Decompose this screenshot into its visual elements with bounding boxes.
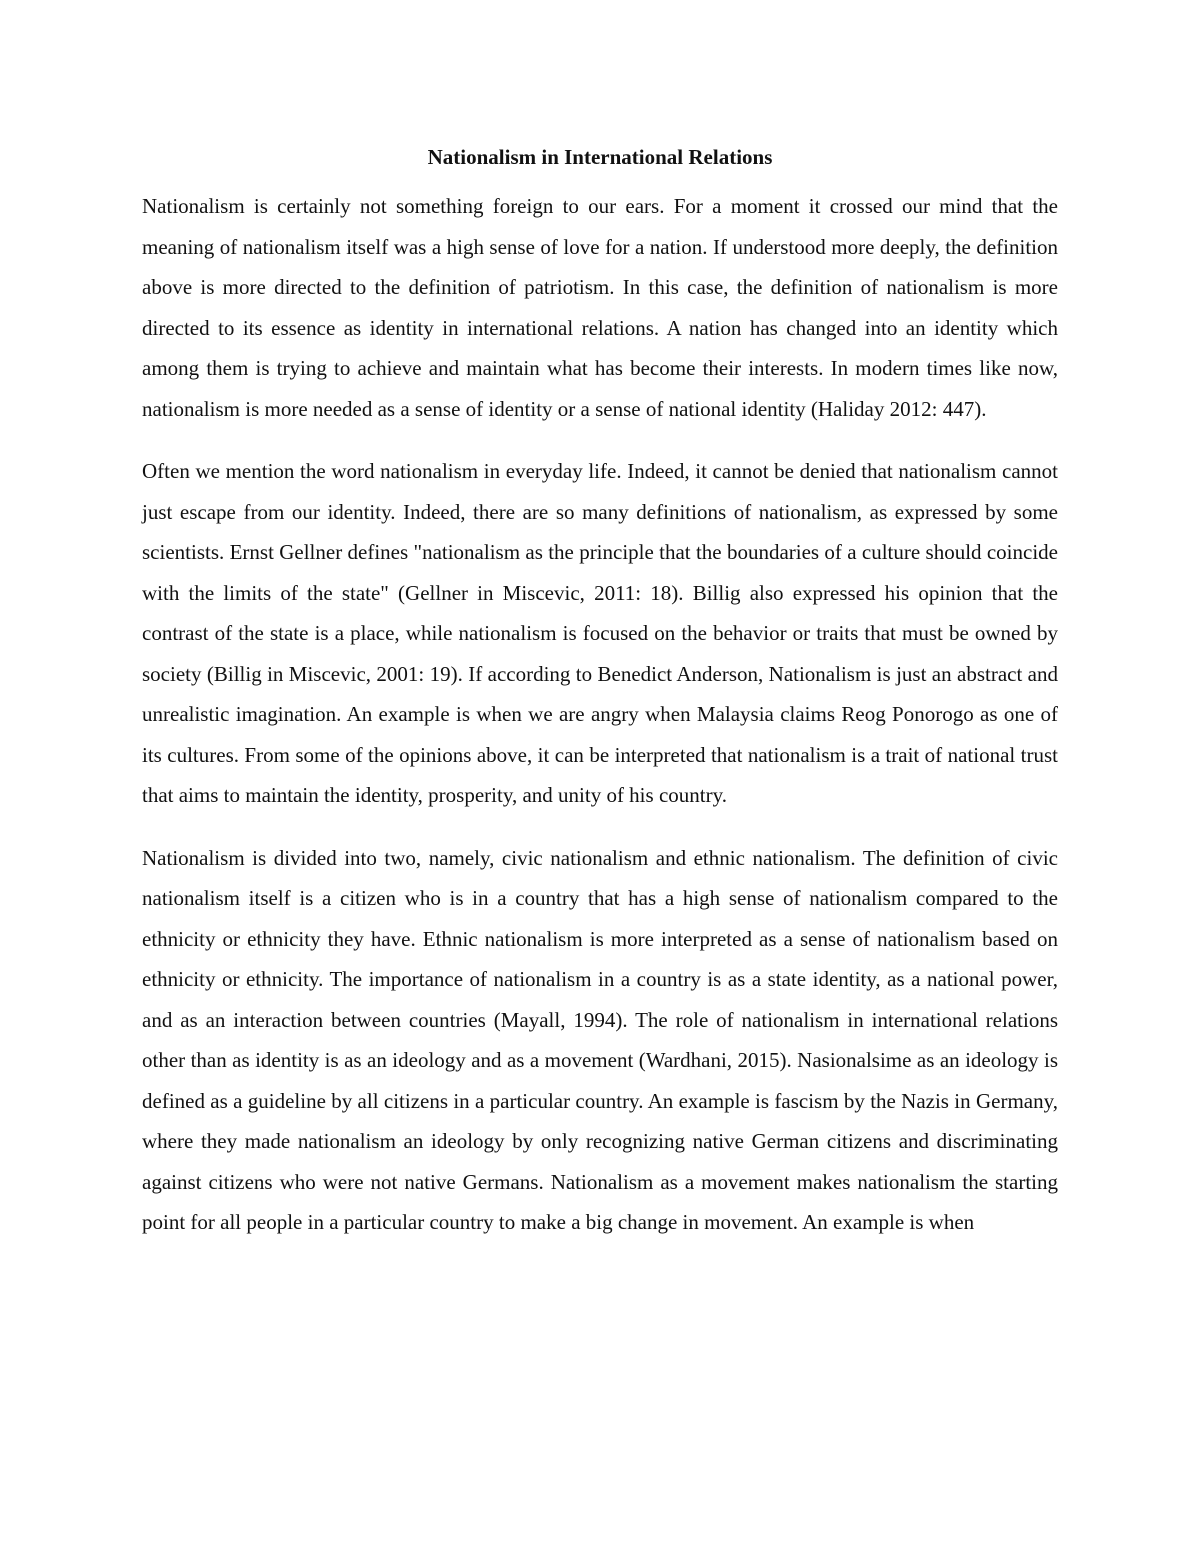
document-title: Nationalism in International Relations bbox=[427, 145, 773, 169]
document-body bbox=[142, 140, 1058, 1243]
paragraph-2: Often we mention the word nationalism in everyday life. Indeed, it cannot be denied that nationalism cannot just escape from our identity. Indeed, there are so many definitions of nationalism, as expressed by some scientists. Ernst Gellner defines "nationalism as the principle that the boundaries of a culture should coincide with the limits of the state" (Gellner in Miscevic, 2011: 18). Billig also expressed his opinion that the contrast of the state is a place, while nationalism is focused on the behavior or traits that must be owned by society (Billig in Miscevic, 2001: 19). If according to Benedict Anderson, Nationalism is just an abstract and unrealistic imagination. An example is when we are angry when Malaysia claims Reog Ponorogo as one of its cultures. From some of the opinions above, it can be interpreted that nationalism is a trait of national trust that aims to maintain the identity, prosperity, and unity of his country. bbox=[142, 459, 1058, 807]
paragraph-3: Nationalism is divided into two, namely, civic nationalism and ethnic nationalism. The definition of civic nationalism itself is a citizen who is in a country that has a high sense of nationalism compared to the ethnicity or ethnicity they have. Ethnic nationalism is more interpreted as a sense of nationalism based on ethnicity or ethnicity. The importance of nationalism in a country is as a state identity, as a national power, and as an interaction between countries (Mayall, 1994). The role of nationalism in international relations other than as identity is as an ideology and as a movement (Wardhani, 2015). Nasionalsime as an ideology is defined as a guideline by all citizens in a particular country. An example is fascism by the Nazis in Germany, where they made nationalism an ideology by only recognizing native German citizens and discriminating against citizens who were not native Germans. Nationalism as a movement makes nationalism the starting point for all people in a particular country to make a big change in movement. An example is when bbox=[142, 845, 1058, 1234]
paragraph-1: Nationalism is certainly not something foreign to our ears. For a moment it crossed our mind that the meaning of nationalism itself was a high sense of love for a nation. If understood more deeply, the definition above is more directed to the definition of patriotism. In this case, the definition of nationalism is more directed to its essence as identity in international relations. A nation has changed into an identity which among them is trying to achieve and maintain what has become their interests. In modern times like now, nationalism is more needed as a sense of identity or a sense of national identity (Haliday 2012: 447). bbox=[142, 194, 1058, 421]
